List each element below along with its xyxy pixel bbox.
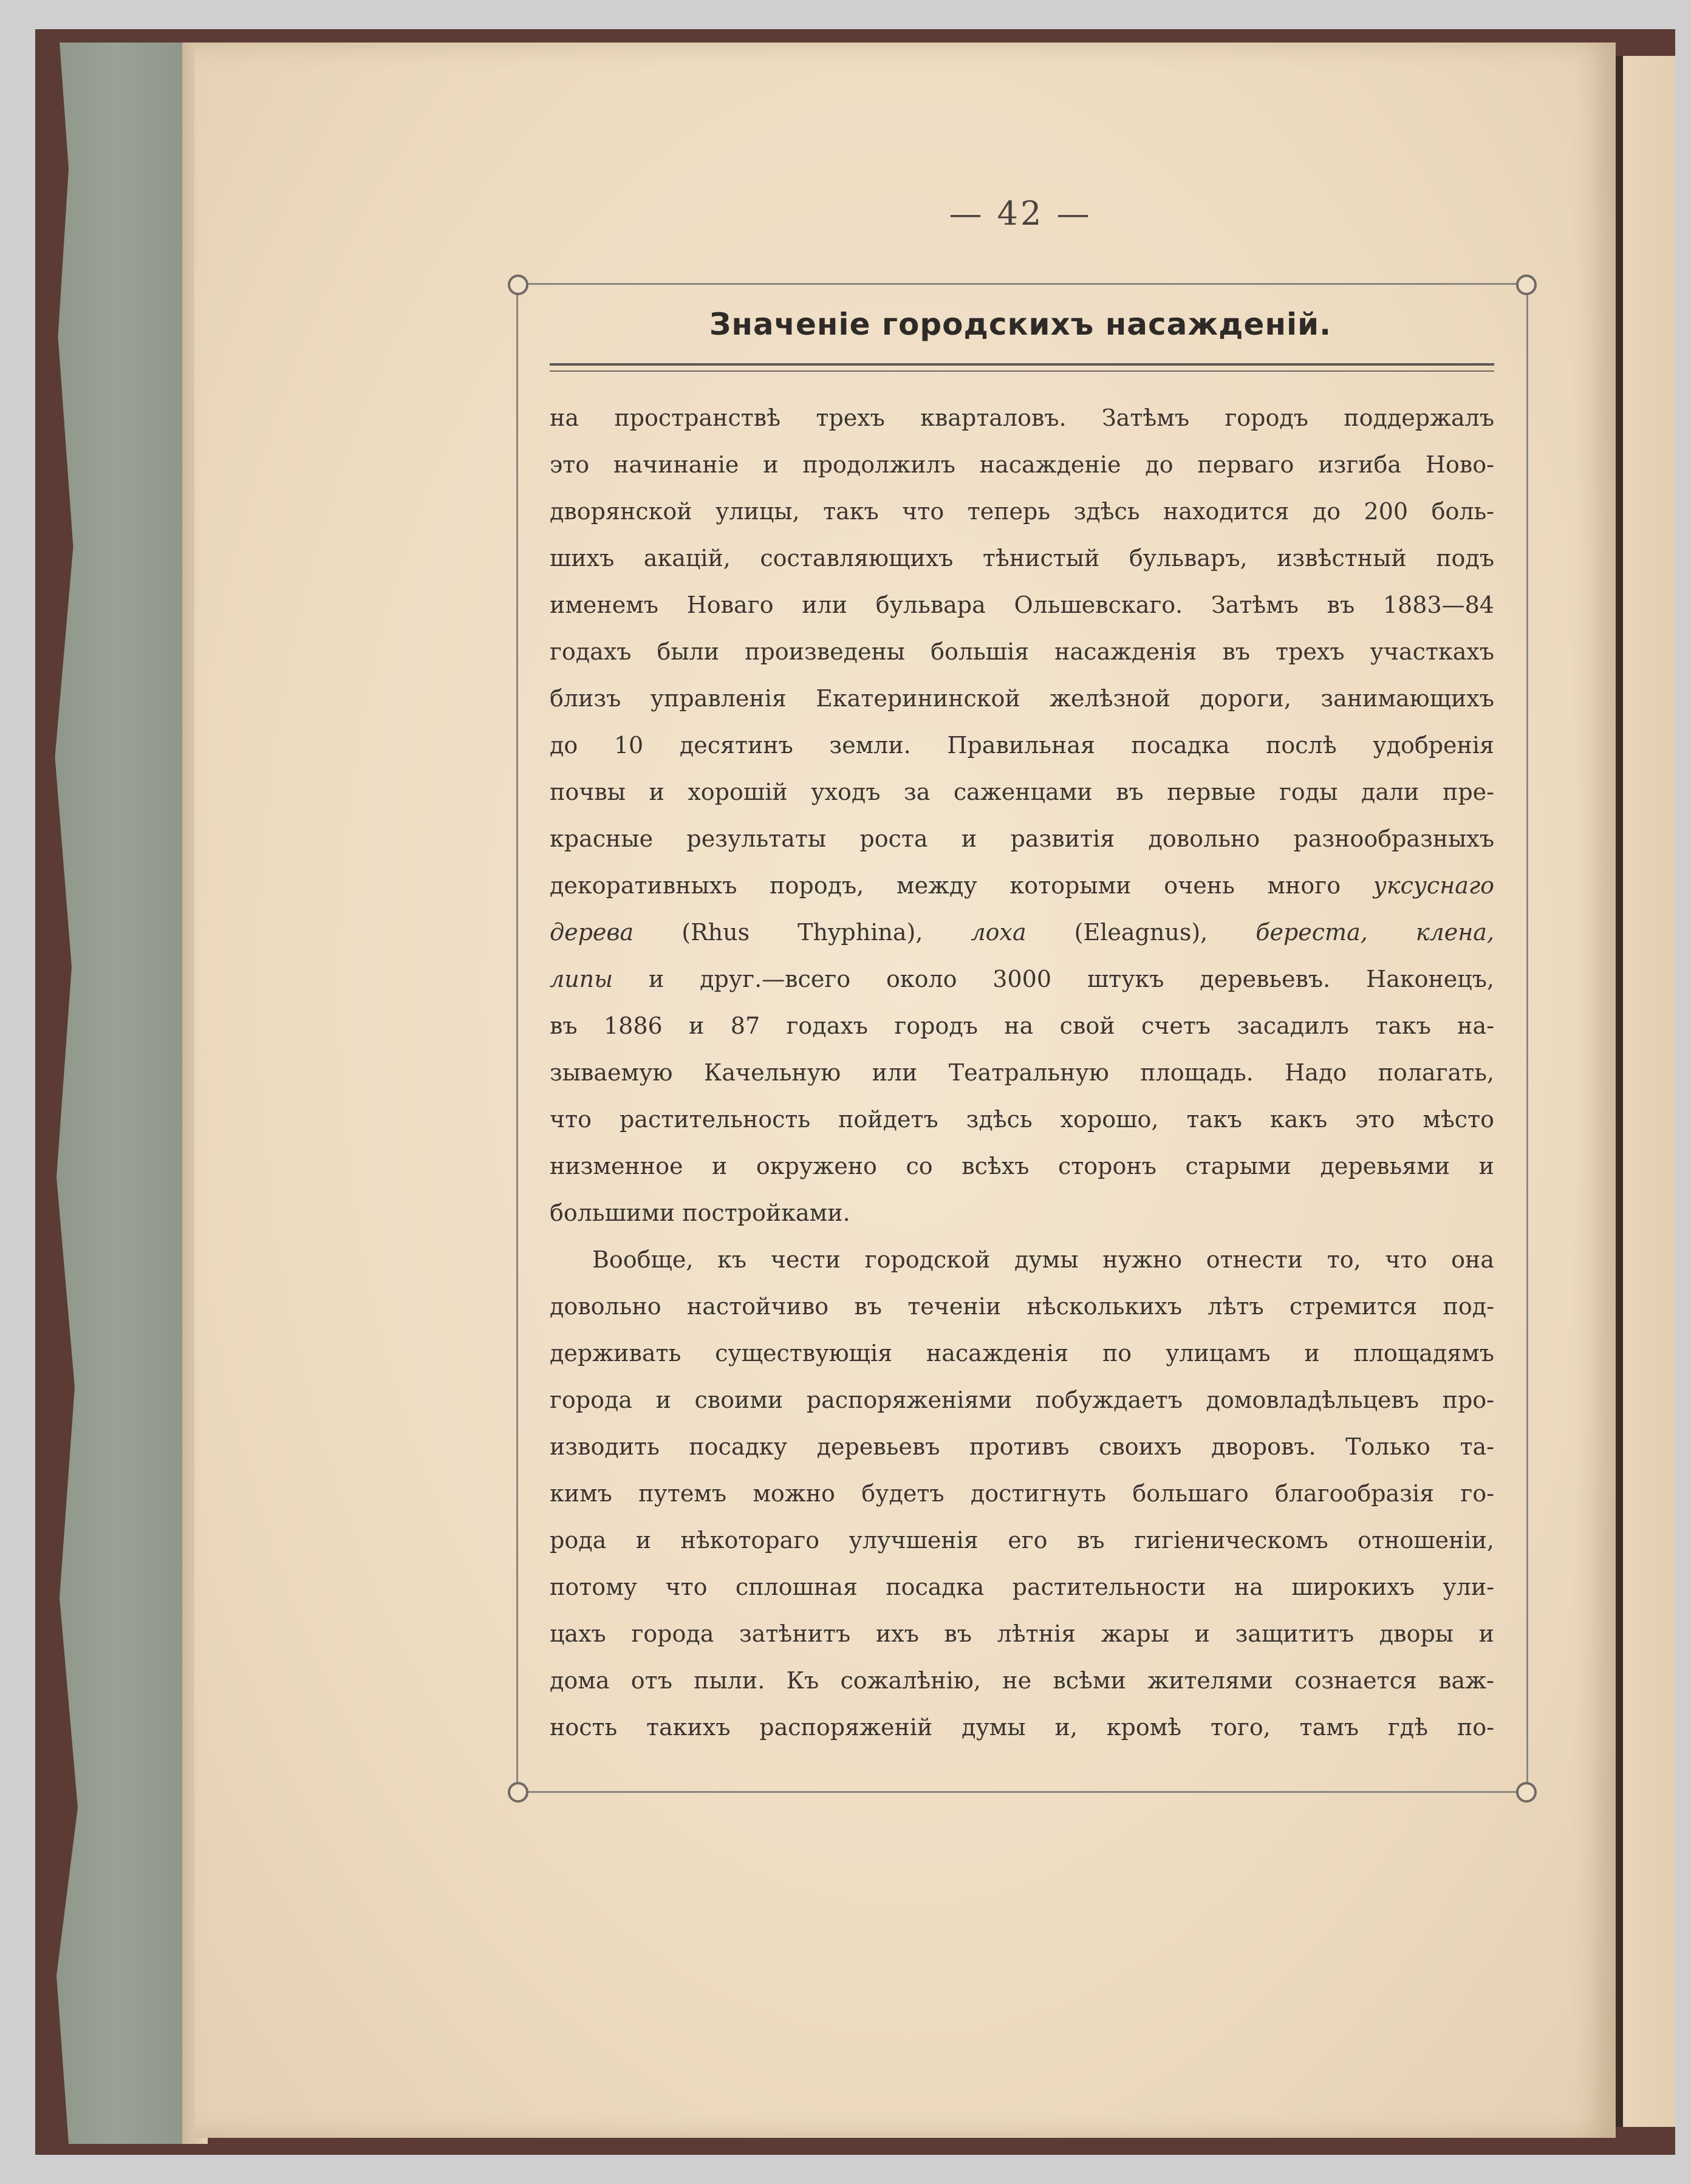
- text-segment: изводить посадку деревьевъ противъ своихъ дворовъ. Только та-: [550, 1433, 1494, 1460]
- text-segment: кимъ путемъ можно будетъ достигнуть большаго благообразія го-: [550, 1480, 1494, 1507]
- text-line: [550, 582, 1494, 629]
- text-segment: дворянской улицы, такъ что теперь здѣсь находится до 200 боль-: [550, 498, 1494, 525]
- text-segment: годахъ были произведены большія насажденія въ трехъ участкахъ: [550, 638, 1494, 665]
- text-segment: до 10 десятинъ земли. Правильная посадка послѣ удобренія: [550, 732, 1494, 759]
- text-line: [550, 442, 1494, 488]
- text-segment: ность такихъ распоряженій думы и, кромѣ того, тамъ гдѣ по-: [550, 1714, 1494, 1741]
- text-segment: близъ управленія Екатерининской желѣзной дороги, занимающихъ: [550, 685, 1494, 712]
- text-segment: цахъ города затѣнитъ ихъ въ лѣтнія жары и защититъ дворы и: [550, 1620, 1494, 1647]
- text-segment: въ 1886 и 87 годахъ городъ на свой счетъ засадилъ такъ на-: [550, 1012, 1494, 1039]
- text-segment: рода и нѣкотораго улучшенія его въ гигіеническомъ отношеніи,: [550, 1527, 1494, 1554]
- text-segment: города и своими распоряженіями побуждаетъ домовладѣльцевъ про-: [550, 1387, 1494, 1413]
- next-page-edge: [1616, 56, 1675, 2127]
- frame-corner-ornament: [508, 275, 528, 295]
- text-line: [550, 1377, 1494, 1424]
- heading-rule: [550, 363, 1494, 366]
- text-segment: именемъ Новаго или бульвара Ольшевскаго. Затѣмъ въ 1883—84: [550, 592, 1494, 618]
- text-segment: что растительность пойдетъ здѣсь хорошо, такъ какъ это мѣсто: [550, 1106, 1494, 1133]
- text-line: [550, 1517, 1494, 1564]
- text-line: [550, 1424, 1494, 1470]
- text-segment: шихъ акацій, составляющихъ тѣнистый бульваръ, извѣстный подъ: [550, 545, 1494, 572]
- text-segment: (Eleagnus),: [1026, 919, 1256, 946]
- text-line: [550, 1330, 1494, 1377]
- frame-corner-ornament: [1516, 1782, 1537, 1803]
- text-line: [550, 909, 1494, 956]
- text-line: [550, 675, 1494, 722]
- text-line: [550, 1049, 1494, 1096]
- body-text: [550, 395, 1494, 1751]
- text-segment: зываемую Качельную или Театральную площадь. Надо полагать,: [550, 1059, 1494, 1086]
- text-segment: низменное и окружено со всѣхъ сторонъ старыми деревьями и: [550, 1153, 1494, 1179]
- frame-corner-ornament: [508, 1782, 528, 1803]
- text-segment: (Rhus Thyphina),: [634, 919, 971, 946]
- text-line: [550, 769, 1494, 816]
- text-segment: почвы и хорошій уходъ за саженцами въ первые годы дали пре-: [550, 779, 1494, 805]
- text-segment: береста, клена,: [1255, 919, 1494, 946]
- text-segment: большими постройками.: [550, 1199, 850, 1226]
- text-segment: держивать существующія насажденія по улицамъ и площадямъ: [550, 1340, 1494, 1367]
- text-segment: лоха: [971, 919, 1027, 946]
- section-heading: Значеніе городскихъ насажденій.: [709, 307, 1332, 342]
- text-segment: дерева: [550, 919, 634, 946]
- text-segment: и друг.—всего около 3000 штукъ деревьевъ. Наконецъ,: [613, 966, 1494, 992]
- text-segment: дома отъ пыли. Къ сожалѣнію, не всѣми жителями сознается важ-: [550, 1667, 1494, 1694]
- text-line: [550, 1003, 1494, 1049]
- text-segment: на пространствѣ трехъ кварталовъ. Затѣмъ городъ поддержалъ: [550, 404, 1494, 431]
- text-line: [550, 1237, 1494, 1283]
- text-line: [550, 629, 1494, 675]
- text-segment: декоративныхъ породъ, между которыми очень много: [550, 872, 1341, 899]
- text-line: [550, 1283, 1494, 1330]
- text-line: [550, 1564, 1494, 1611]
- text-line: [550, 1143, 1494, 1190]
- heading-rule: [550, 370, 1494, 372]
- text-line: [550, 956, 1494, 1003]
- text-line: [550, 862, 1494, 909]
- text-line: [550, 722, 1494, 769]
- text-line: [550, 488, 1494, 535]
- text-line: [550, 1657, 1494, 1704]
- text-line: [550, 1704, 1494, 1751]
- text-line: [550, 395, 1494, 442]
- text-segment: липы: [550, 966, 613, 992]
- text-line: [550, 535, 1494, 582]
- text-segment: Вообще, къ чести городской думы нужно отнести то, что она: [592, 1246, 1494, 1273]
- text-line: [550, 1470, 1494, 1517]
- page-number: — 42 —: [949, 194, 1092, 233]
- frame-corner-ornament: [1516, 275, 1537, 295]
- text-line: [550, 816, 1494, 862]
- text-line: [550, 1611, 1494, 1657]
- text-segment: это начинаніе и продолжилъ насажденіе до перваго изгиба Ново-: [550, 451, 1494, 478]
- text-line: [550, 1096, 1494, 1143]
- text-segment: уксуснаго: [1373, 872, 1494, 899]
- text-segment: довольно настойчиво въ теченіи нѣсколькихъ лѣтъ стремится под-: [550, 1293, 1494, 1320]
- text-segment: красные результаты роста и развитія довольно разнообразныхъ: [550, 825, 1494, 852]
- text-segment: потому что сплошная посадка растительности на широкихъ ули-: [550, 1574, 1494, 1600]
- text-line: [550, 1190, 1494, 1237]
